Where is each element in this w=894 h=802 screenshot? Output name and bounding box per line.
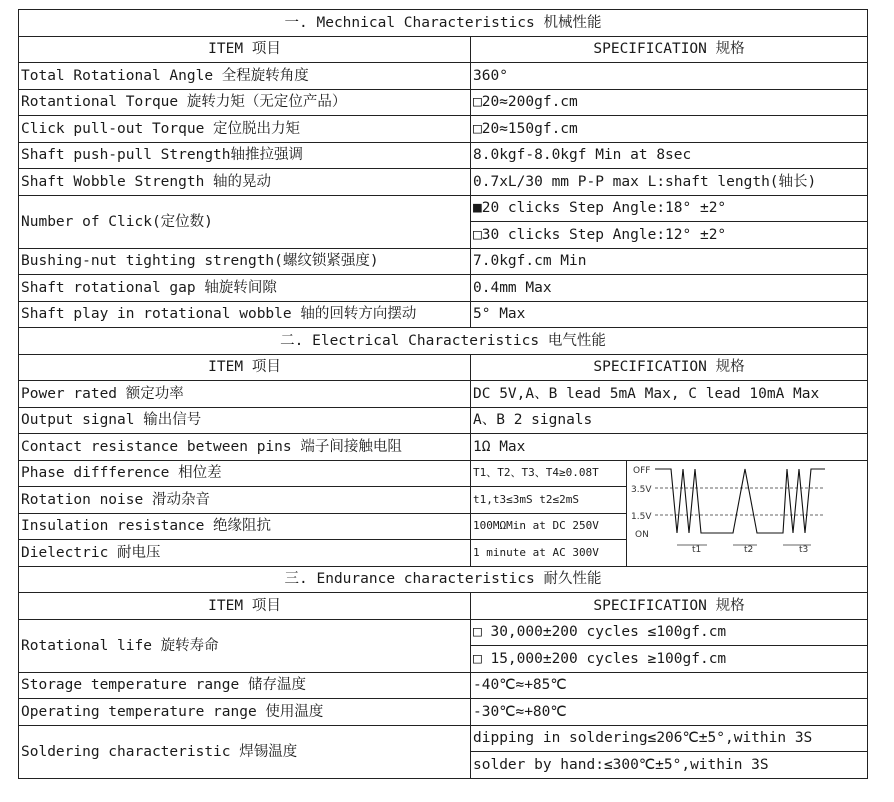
table-row: [19, 381, 868, 408]
spec-cell: 360°: [471, 63, 868, 90]
table-row: [19, 460, 868, 487]
spec-cell: 0.7xL/30 mm P-P max L:shaft length(轴长): [471, 169, 868, 196]
table-row: [19, 434, 868, 461]
section-title-row: [19, 10, 868, 37]
spec-cell: 0.4mm Max: [471, 275, 868, 302]
item-cell: Rotantional Torque 旋转力矩（无定位产品）: [19, 89, 471, 116]
waveform-line: [655, 469, 825, 533]
spec-cell: -40℃≈+85℃: [471, 672, 868, 699]
item-cell: Bushing-nut tighting strength(螺纹锁紧强度): [19, 248, 471, 275]
item-cell: Number of Click(定位数): [19, 195, 471, 248]
table-row: [19, 699, 868, 726]
spec-cell: 100MΩMin at DC 250V: [471, 513, 627, 540]
item-cell: Operating temperature range 使用温度: [19, 699, 471, 726]
spec-cell: solder by hand:≤300℃±5°,within 3S: [471, 752, 868, 779]
item-cell: Phase diffference 相位差: [19, 460, 471, 487]
item-cell: Total Rotational Angle 全程旋转角度: [19, 63, 471, 90]
section-title-endurance: 三. Endurance characteristics 耐久性能: [19, 566, 868, 593]
t1-label: t1: [692, 544, 702, 555]
t2-label: t2: [744, 544, 754, 555]
spec-cell: 8.0kgf-8.0kgf Min at 8sec: [471, 142, 868, 169]
spec-column-header: SPECIFICATION 规格: [471, 593, 868, 620]
table-row: [19, 89, 868, 116]
table-row: [19, 142, 868, 169]
spec-cell: □30 clicks Step Angle:12° ±2°: [471, 222, 868, 249]
header-row: [19, 36, 868, 63]
table-row: [19, 619, 868, 646]
waveform-diagram-cell: [627, 460, 868, 566]
v35-label: 3.5V: [631, 484, 652, 495]
table-row: [19, 672, 868, 699]
item-cell: Power rated 额定功率: [19, 381, 471, 408]
item-cell: Shaft Wobble Strength 轴的晃动: [19, 169, 471, 196]
section-title-row: [19, 328, 868, 355]
table-row: [19, 63, 868, 90]
spec-cell: 1Ω Max: [471, 434, 868, 461]
spec-cell: □ 15,000±200 cycles ≥100gf.cm: [471, 646, 868, 673]
spec-cell: dipping in soldering≤206℃±5°,within 3S: [471, 725, 868, 752]
item-cell: Shaft push-pull Strength轴推拉强调: [19, 142, 471, 169]
item-cell: Insulation resistance 绝缘阻抗: [19, 513, 471, 540]
spec-cell: □20≈200gf.cm: [471, 89, 868, 116]
table-row: [19, 725, 868, 752]
spec-cell: 1 minute at AC 300V: [471, 540, 627, 567]
on-label: ON: [635, 529, 649, 540]
item-cell: Shaft play in rotational wobble 轴的回转方向摆动: [19, 301, 471, 328]
table-row: [19, 116, 868, 143]
section-title-electrical: 二. Electrical Characteristics 电气性能: [19, 328, 868, 355]
spec-cell: t1,t3≤3mS t2≤2mS: [471, 487, 627, 514]
table-row: [19, 275, 868, 302]
off-label: OFF: [633, 465, 651, 476]
item-cell: Rotational life 旋转寿命: [19, 619, 471, 672]
spec-cell: A、B 2 signals: [471, 407, 868, 434]
spec-cell: 7.0kgf.cm Min: [471, 248, 868, 275]
table-row: [19, 301, 868, 328]
item-cell: Dielectric 耐电压: [19, 540, 471, 567]
section-title-row: [19, 566, 868, 593]
spec-cell: ■20 clicks Step Angle:18° ±2°: [471, 195, 868, 222]
item-cell: Shaft rotational gap 轴旋转间隙: [19, 275, 471, 302]
item-cell: Storage temperature range 储存温度: [19, 672, 471, 699]
spec-cell: 5° Max: [471, 301, 868, 328]
waveform-diagram: [627, 461, 868, 567]
table-row: [19, 248, 868, 275]
item-column-header: ITEM 项目: [19, 36, 471, 63]
item-cell: Contact resistance between pins 端子间接触电阻: [19, 434, 471, 461]
item-column-header: ITEM 项目: [19, 593, 471, 620]
header-row: [19, 354, 868, 381]
table-row: [19, 407, 868, 434]
spec-column-header: SPECIFICATION 规格: [471, 354, 868, 381]
table-row: [19, 195, 868, 222]
v15-label: 1.5V: [631, 511, 652, 522]
item-cell: Rotation noise 滑动杂音: [19, 487, 471, 514]
item-cell: Output signal 输出信号: [19, 407, 471, 434]
spec-cell: □20≈150gf.cm: [471, 116, 868, 143]
section-title-mechanical: 一. Mechnical Characteristics 机械性能: [19, 10, 868, 37]
table-row: [19, 169, 868, 196]
spec-table: [18, 9, 868, 779]
spec-cell: T1、T2、T3、T4≥0.08T: [471, 460, 627, 487]
t3-label: t3: [799, 544, 809, 555]
item-cell: Click pull-out Torque 定位脱出力矩: [19, 116, 471, 143]
item-cell: Soldering characteristic 焊锡温度: [19, 725, 471, 778]
header-row: [19, 593, 868, 620]
item-column-header: ITEM 项目: [19, 354, 471, 381]
spec-cell: -30℃≈+80℃: [471, 699, 868, 726]
spec-column-header: SPECIFICATION 规格: [471, 36, 868, 63]
spec-cell: □ 30,000±200 cycles ≤100gf.cm: [471, 619, 868, 646]
spec-cell: DC 5V,A、B lead 5mA Max, C lead 10mA Max: [471, 381, 868, 408]
